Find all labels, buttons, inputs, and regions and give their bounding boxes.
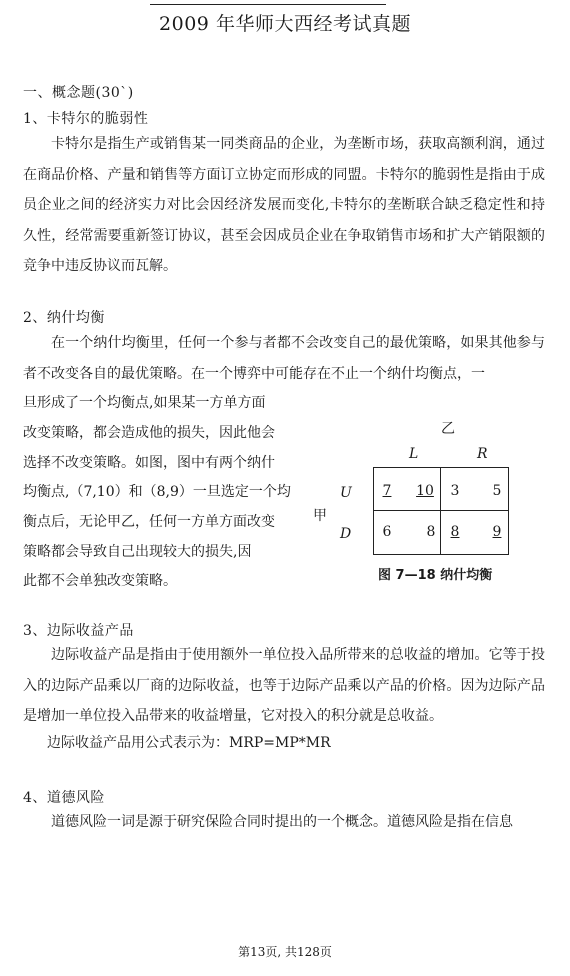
s3-body: 边际收益产品是指由于使用额外一单位投入品所带来的总收益的增加。它等于投入的边际产品乘以厂商的边际收益，也等于边际产品乘以产品的价格。因为边际产品是增加一单位投入品带来的收益增量，它对投入的积分就是总收益。 [23,647,545,724]
player-row-label: 甲 [313,508,327,524]
page-footer: 第13页, 共128页 [238,945,332,959]
payoff-cell-value: 3 [450,483,460,499]
grid-divider [440,468,441,554]
s2-line: 均衡点,（7,10）和（8,9）一旦选定一个均 [23,484,291,500]
payoff-cell-value: 9 [492,524,502,540]
s3-paragraph [23,640,545,732]
payoff-cell-value: 8 [450,524,460,540]
s1-paragraph [23,129,545,282]
payoff-cell-value: 10 [416,483,434,499]
payoff-matrix-figure [313,412,528,602]
page-title: 2009 年华师大西经考试真题 [159,13,411,35]
row-label-d: D [340,526,352,542]
s1-body: 卡特尔是指生产或销售某一同类商品的企业，为垄断市场，获取高额利润，通过在商品价格、产量和销售等方面订立协定而形成的同盟。卡特尔的脆弱性是指由于成员企业之间的经济实力对比会因经济发展而变化,卡特尔的垄断联合缺乏稳定性和持久性，经常需要重新签订协议，甚至会因成员企业在争取销售市场和扩大产销限额的竞争中违反协议而瓦解。 [23,136,545,274]
s2-line: 旦形成了一个均衡点,如果某一方单方面 [23,395,266,411]
payoff-cell-value: 7 [382,483,392,499]
s4-heading: 4、道德风险 [23,790,105,806]
column-label-r: R [477,446,488,462]
section-heading: 一、概念题(30`) [23,85,134,101]
s2-line: 策略都会导致自己出现较大的损失,因 [23,544,252,560]
s4-paragraph [23,807,545,838]
s2-line: 衡点后，无论甲乙，任何一方单方面改变 [23,514,275,530]
s2-line: 此都不会单独改变策略。 [23,573,177,589]
payoff-grid [373,467,509,555]
s2-heading: 2、纳什均衡 [23,310,105,326]
player-column-label: 乙 [441,421,455,437]
s3-formula: 边际收益产品用公式表示为：MRP=MP*MR [47,735,331,751]
payoff-cell-value: 5 [492,483,502,499]
row-label-u: U [340,485,352,501]
s4-body: 道德风险一词是源于研究保险合同时提出的一个概念。道德风险是指在信息 [51,814,513,830]
figure-caption: 图 7—18 纳什均衡 [378,568,493,583]
payoff-cell-value: 8 [426,524,436,540]
s1-heading: 1、卡特尔的脆弱性 [23,111,149,127]
s3-heading: 3、边际收益产品 [23,623,134,639]
s2-line: 选择不改变策略。如图，图中有两个纳什 [23,455,275,471]
grid-divider [374,510,508,511]
column-label-l: L [409,446,419,462]
payoff-cell-value: 6 [382,524,392,540]
s2-line: 改变策略，都会造成他的损失，因此他会 [23,425,275,441]
s2-paragraph-full [23,328,545,389]
top-rule [150,4,386,5]
s2-body-full: 在一个纳什均衡里，任何一个参与者都不会改变自己的最优策略，如果其他参与者不改变各自的最优策略。在一个博弈中可能存在不止一个纳什均衡点，一 [23,335,545,382]
